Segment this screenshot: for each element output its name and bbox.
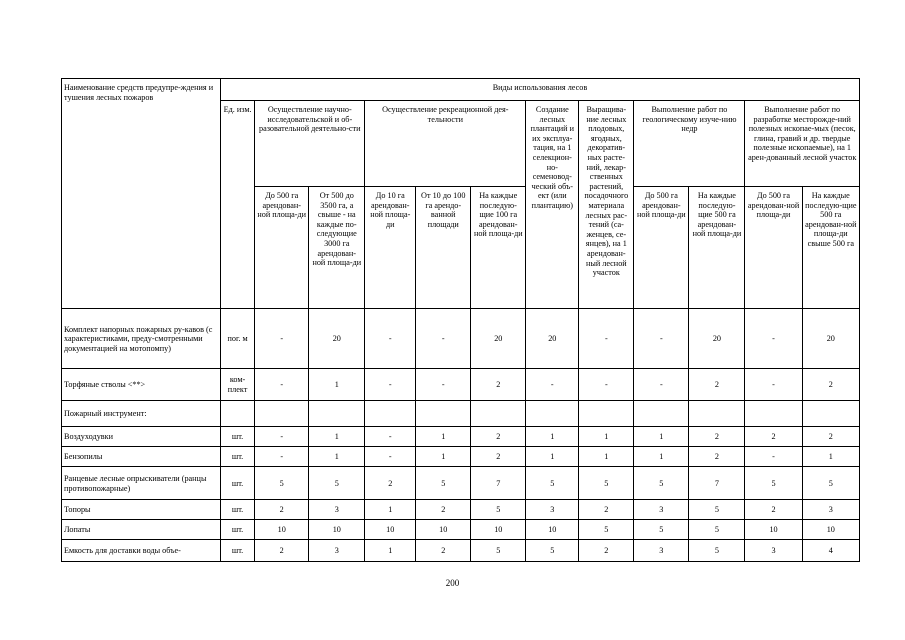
row-value-cell (526, 401, 579, 427)
page-number: 200 (445, 578, 460, 588)
row-value-cell: 1 (309, 369, 365, 401)
subheader-cell: На каждые последую-щие 500 га арендован-ной площа-ди (689, 187, 745, 309)
subheader-cell: До 500 га арендован-ной площа-ди (255, 187, 309, 309)
row-value-cell (255, 401, 309, 427)
subheader-cell: До 500 га арендован-ной площа-ди (745, 187, 802, 309)
table-row (62, 467, 860, 500)
header-unit-cell: Ед. изм. (220, 101, 254, 309)
row-value-cell: 2 (471, 369, 526, 401)
row-value-cell: 3 (802, 500, 859, 520)
row-value-cell: - (526, 369, 579, 401)
row-value-cell: 2 (416, 540, 471, 562)
row-value-cell (471, 401, 526, 427)
row-value-cell: 10 (802, 520, 859, 540)
row-value-cell: 5 (309, 467, 365, 500)
table-row (62, 369, 860, 401)
row-value-cell: 1 (416, 447, 471, 467)
row-unit-cell: шт. (220, 447, 254, 467)
row-unit-cell: шт. (220, 467, 254, 500)
row-value-cell (579, 401, 634, 427)
row-value-cell: - (255, 369, 309, 401)
row-value-cell: 2 (471, 427, 526, 447)
row-value-cell: 20 (689, 309, 745, 369)
row-value-cell: 2 (416, 500, 471, 520)
table-row (62, 427, 860, 447)
row-value-cell (745, 401, 802, 427)
table-row (62, 401, 860, 427)
fire-equipment-table (61, 78, 860, 562)
row-value-cell: - (745, 369, 802, 401)
row-unit-cell: шт. (220, 500, 254, 520)
row-value-cell: 5 (689, 500, 745, 520)
row-value-cell: 2 (471, 447, 526, 467)
table-row (62, 447, 860, 467)
row-value-cell: 5 (634, 520, 689, 540)
row-value-cell: 2 (365, 467, 416, 500)
table-row (62, 309, 860, 369)
row-value-cell: - (745, 447, 802, 467)
row-value-cell: - (255, 447, 309, 467)
row-value-cell: 1 (526, 447, 579, 467)
row-value-cell: 5 (634, 467, 689, 500)
row-value-cell: 2 (579, 500, 634, 520)
row-value-cell: 5 (802, 467, 859, 500)
row-value-cell: 1 (579, 427, 634, 447)
row-value-cell: - (634, 369, 689, 401)
row-value-cell: 5 (416, 467, 471, 500)
row-value-cell: 1 (309, 427, 365, 447)
row-value-cell: - (255, 309, 309, 369)
row-value-cell: 7 (689, 467, 745, 500)
header-name-cell: Наименование средств предупре-ждения и тушения лесных пожаров (62, 79, 221, 309)
row-value-cell: 5 (471, 540, 526, 562)
table-body (62, 309, 860, 562)
row-value-cell: 3 (526, 500, 579, 520)
row-name-cell: Емкость для доставки воды объе- (62, 540, 221, 562)
row-value-cell (416, 401, 471, 427)
header-group-recreation: Осуществление рекреационной дея-тельности (365, 101, 526, 187)
row-value-cell: 10 (471, 520, 526, 540)
row-value-cell: 2 (689, 427, 745, 447)
row-value-cell: 5 (255, 467, 309, 500)
row-value-cell: - (365, 369, 416, 401)
row-value-cell: - (416, 309, 471, 369)
row-value-cell: 2 (745, 427, 802, 447)
row-value-cell: 1 (579, 447, 634, 467)
row-value-cell: 10 (745, 520, 802, 540)
row-value-cell: 3 (309, 540, 365, 562)
row-value-cell: - (255, 427, 309, 447)
row-value-cell: 10 (365, 520, 416, 540)
row-value-cell: 2 (255, 540, 309, 562)
row-unit-cell: пог. м (220, 309, 254, 369)
row-value-cell: 1 (634, 427, 689, 447)
row-unit-cell: ком-плект (220, 369, 254, 401)
row-value-cell: 20 (526, 309, 579, 369)
row-name-cell: Пожарный инструмент: (62, 401, 221, 427)
row-value-cell: 2 (579, 540, 634, 562)
row-unit-cell: шт. (220, 540, 254, 562)
row-value-cell: 10 (416, 520, 471, 540)
row-value-cell: 5 (579, 520, 634, 540)
subheader-cell: До 10 га арендован-ной площа-ди (365, 187, 416, 309)
row-value-cell: - (365, 427, 416, 447)
row-value-cell: 5 (745, 467, 802, 500)
row-value-cell (365, 401, 416, 427)
row-value-cell: 2 (745, 500, 802, 520)
header-group-cultivation: Выращива-ние лесных плодовых, ягодных, декоратив-ных расте-ний, лекар-ственных растений, посадочного материала лесных рас-тений (са-женцев, се-янцев), на 1 арендован-ный лесной участок (579, 101, 634, 309)
row-value-cell: 4 (802, 540, 859, 562)
row-name-cell: Комплект напорных пожарных ру-кавов (с характеристиками, преду-смотренными документацией на мотопомпу) (62, 309, 221, 369)
row-value-cell: - (365, 447, 416, 467)
row-value-cell: 20 (471, 309, 526, 369)
row-value-cell: 5 (689, 520, 745, 540)
row-value-cell: 10 (526, 520, 579, 540)
table-row (62, 540, 860, 562)
row-value-cell: 3 (634, 500, 689, 520)
row-value-cell: 3 (309, 500, 365, 520)
row-value-cell: 2 (689, 369, 745, 401)
table-row (62, 500, 860, 520)
row-value-cell: 5 (579, 467, 634, 500)
header-group-mining: Выполнение работ по разработке месторожде-ний полезных ископае-мых (песок, глина, гравий и др. твердые полезные ископаемые), на 1 арен-дованный лесной участок (745, 101, 860, 187)
row-value-cell: 5 (526, 540, 579, 562)
row-unit-cell: шт. (220, 427, 254, 447)
header-group-science: Осуществление научно-исследовательской и об-разовательной деятельно-сти (255, 101, 365, 187)
row-value-cell: 2 (802, 427, 859, 447)
row-value-cell: 2 (802, 369, 859, 401)
row-value-cell: 5 (689, 540, 745, 562)
row-unit-cell: шт. (220, 520, 254, 540)
row-value-cell: 1 (365, 500, 416, 520)
row-value-cell: 3 (634, 540, 689, 562)
row-value-cell: 10 (255, 520, 309, 540)
row-value-cell: 2 (689, 447, 745, 467)
row-value-cell (802, 401, 859, 427)
row-value-cell: 10 (309, 520, 365, 540)
subheader-cell: На каждые последую-щие 100 га арендован-ной площа-ди (471, 187, 526, 309)
row-value-cell: 1 (634, 447, 689, 467)
row-value-cell (634, 401, 689, 427)
row-value-cell: 2 (255, 500, 309, 520)
row-unit-cell (220, 401, 254, 427)
row-value-cell: - (579, 369, 634, 401)
row-name-cell: Ранцевые лесные опрыскиватели (ранцы противопожарные) (62, 467, 221, 500)
row-value-cell: 5 (471, 500, 526, 520)
header-group-plantations: Создание лесных плантаций и их эксплуа-тация, на 1 селекцион-но-семеновод-ческий объ-ект (или плантацию) (526, 101, 579, 309)
subheader-cell: До 500 га арендован-ной площа-ди (634, 187, 689, 309)
row-value-cell: 7 (471, 467, 526, 500)
row-name-cell: Топоры (62, 500, 221, 520)
header-group-geology: Выполнение работ по геологическому изуче-нию недр (634, 101, 745, 187)
row-name-cell: Лопаты (62, 520, 221, 540)
subheader-cell: От 10 до 100 га арендо-ванной площади (416, 187, 471, 309)
row-name-cell: Бензопилы (62, 447, 221, 467)
row-value-cell (689, 401, 745, 427)
row-value-cell: 5 (526, 467, 579, 500)
row-value-cell: 20 (309, 309, 365, 369)
row-value-cell: - (365, 309, 416, 369)
subheader-cell: От 500 до 3500 га, а свыше - на каждые по-следующие 3000 га арендован-ной площа-ди (309, 187, 365, 309)
row-value-cell: 1 (526, 427, 579, 447)
row-value-cell (309, 401, 365, 427)
row-value-cell: - (745, 309, 802, 369)
row-value-cell: 3 (745, 540, 802, 562)
row-value-cell: 1 (309, 447, 365, 467)
row-value-cell: 1 (416, 427, 471, 447)
row-value-cell: - (634, 309, 689, 369)
row-value-cell: 1 (365, 540, 416, 562)
header-types-title: Виды использования лесов (220, 79, 859, 101)
table-row (62, 520, 860, 540)
row-value-cell: - (579, 309, 634, 369)
row-value-cell: - (416, 369, 471, 401)
row-name-cell: Торфяные стволы <**> (62, 369, 221, 401)
row-name-cell: Воздуходувки (62, 427, 221, 447)
subheader-cell: На каждые последую-щие 500 га арендован-ной площа-ди свыше 500 га (802, 187, 859, 309)
row-value-cell: 1 (802, 447, 859, 467)
row-value-cell: 20 (802, 309, 859, 369)
